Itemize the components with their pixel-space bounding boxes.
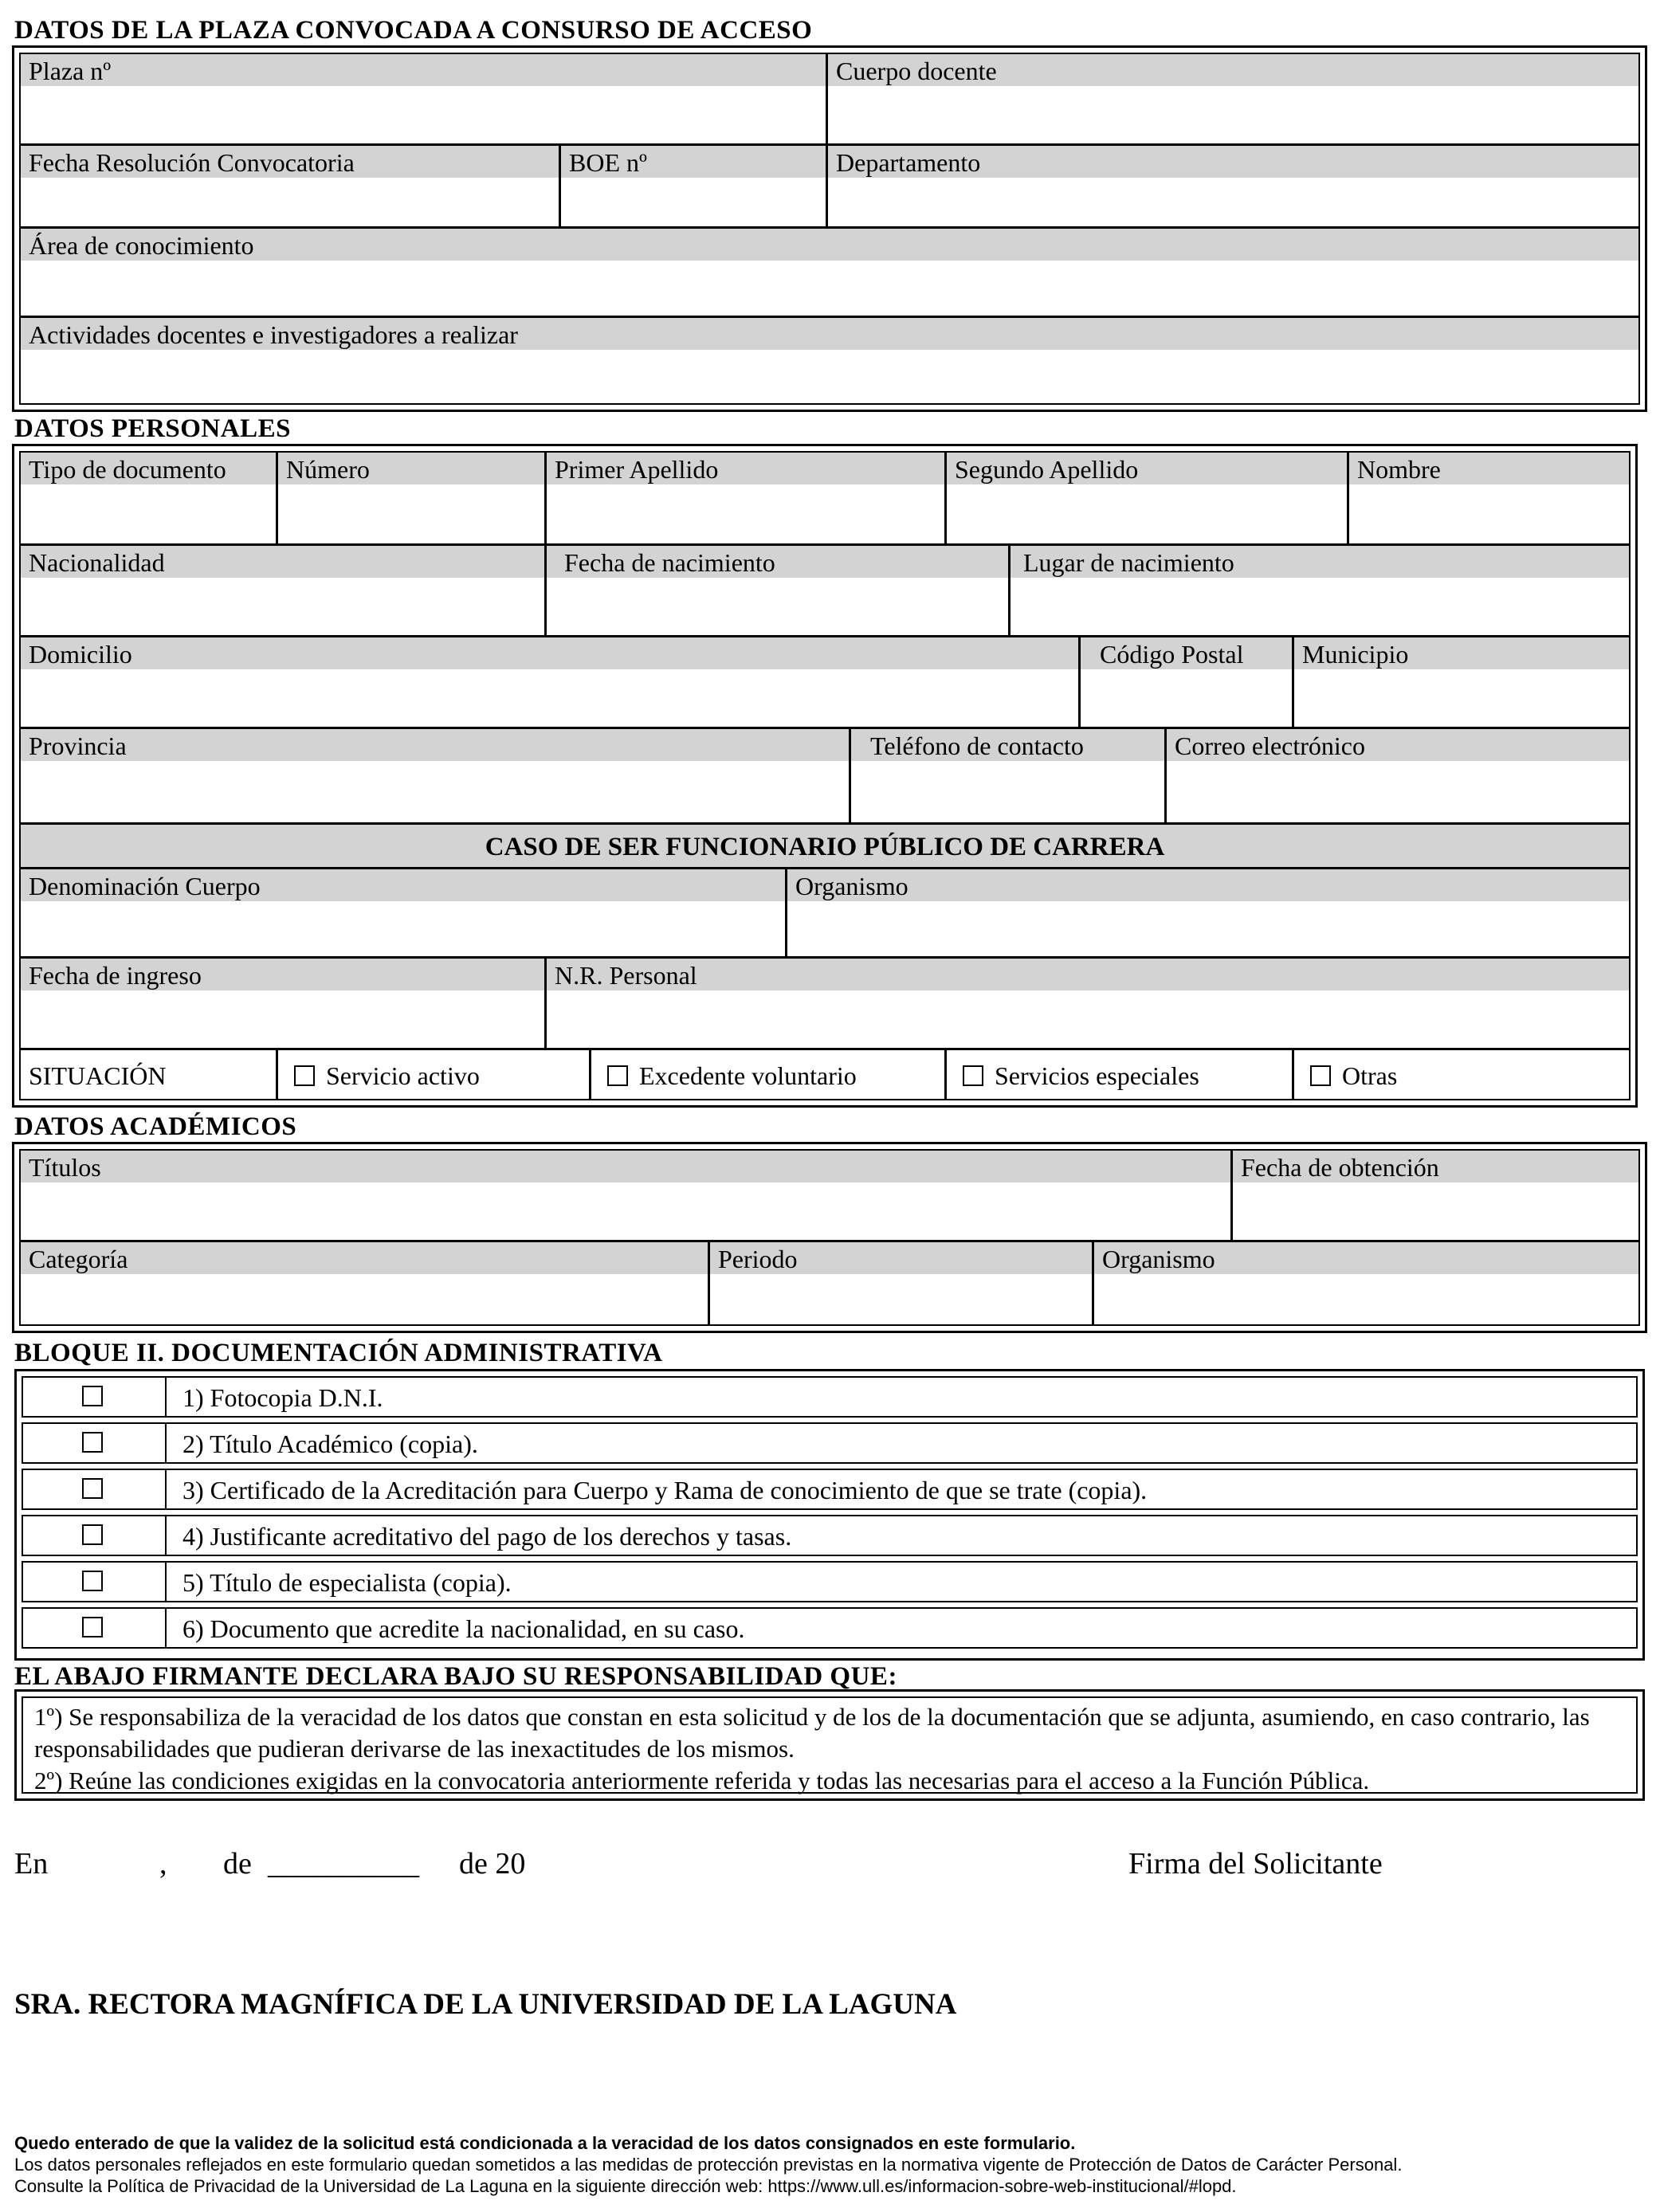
- field-denominacion-cuerpo[interactable]: [21, 867, 785, 956]
- checkbox-icon[interactable]: [82, 1571, 103, 1591]
- label-periodo: Periodo: [710, 1242, 1092, 1274]
- field-boe[interactable]: [559, 143, 826, 226]
- option-otras[interactable]: [1292, 1048, 1629, 1099]
- doc-item-label: 2) Título Académico (copia).: [182, 1430, 478, 1458]
- label-cuerpo-docente: Cuerpo docente: [828, 54, 1638, 86]
- field-nr-personal[interactable]: [544, 956, 1629, 1048]
- label-lugar-nacimiento: Lugar de nacimiento: [1011, 546, 1629, 578]
- signature-comma: ,: [159, 1847, 167, 1881]
- signature-en: En: [14, 1847, 49, 1881]
- section-title-personales: DATOS PERSONALES: [14, 414, 291, 443]
- label-codigo-postal: Código Postal: [1081, 637, 1292, 669]
- personales-inner: [19, 451, 1631, 1100]
- field-domicilio[interactable]: [21, 635, 1078, 727]
- label-plaza: Plaza nº: [21, 54, 826, 86]
- label-departamento: Departamento: [828, 146, 1638, 178]
- academicos-inner: [19, 1149, 1640, 1326]
- field-organismo-academico[interactable]: [1092, 1240, 1638, 1324]
- signature-firma-label: Firma del Solicitante: [1128, 1847, 1383, 1881]
- doc-item-label: 1) Fotocopia D.N.I.: [182, 1383, 383, 1412]
- checkbox-icon[interactable]: [82, 1524, 103, 1545]
- label-fecha-ingreso: Fecha de ingreso: [21, 959, 544, 990]
- label-nombre: Nombre: [1349, 453, 1629, 484]
- label-numero: Número: [278, 453, 544, 484]
- funcionario-header: [21, 822, 1629, 867]
- field-numero[interactable]: [276, 453, 544, 543]
- bloque-frame: [14, 1369, 1645, 1661]
- option-excedente-voluntario[interactable]: [589, 1048, 944, 1099]
- declaracion-inner: [22, 1696, 1638, 1794]
- field-periodo[interactable]: [708, 1240, 1092, 1324]
- label-municipio: Municipio: [1294, 637, 1629, 669]
- footer-line-1: Quedo enterado de que la validez de la solicitud está condicionada a la veracidad de los datos consignados en este formulario.: [14, 2133, 1076, 2153]
- field-lugar-nacimiento[interactable]: [1008, 543, 1629, 635]
- declaracion-line-2: 2º) Reúne las condiciones exigidas en la convocatoria anteriormente referida y todas las necesarias para el acceso a la Función Pública.: [34, 1767, 1370, 1794]
- plaza-frame: [12, 45, 1647, 412]
- option-label: Servicios especiales: [995, 1061, 1199, 1090]
- field-tipo-documento[interactable]: [21, 453, 276, 543]
- footer-line-2: Los datos personales reflejados en este formulario quedan sometidos a las medidas de protección previstas en la normativa vigente de Protección de Datos de Carácter Personal.: [14, 2155, 1403, 2175]
- label-categoria: Categoría: [21, 1242, 708, 1274]
- checkbox-icon[interactable]: [607, 1065, 628, 1086]
- checkbox-icon[interactable]: [294, 1065, 315, 1086]
- addressee: SRA. RECTORA MAGNÍFICA DE LA UNIVERSIDAD DE LA LAGUNA: [14, 1988, 957, 2021]
- situacion-cell: [21, 1048, 276, 1099]
- field-departamento[interactable]: [826, 143, 1638, 226]
- section-title-bloque: BLOQUE II. DOCUMENTACIÓN ADMINISTRATIVA: [14, 1339, 663, 1367]
- field-telefono[interactable]: [849, 727, 1164, 822]
- label-provincia: Provincia: [21, 729, 849, 761]
- signature-year: de 20: [459, 1847, 526, 1881]
- label-organismo-funcionario: Organismo: [787, 869, 1629, 901]
- field-municipio[interactable]: [1292, 635, 1629, 727]
- funcionario-header-text: CASO DE SER FUNCIONARIO PÚBLICO DE CARRERA: [21, 825, 1629, 867]
- declaracion-frame: [14, 1689, 1645, 1801]
- label-domicilio: Domicilio: [21, 637, 1078, 669]
- doc-item-label: 6) Documento que acredite la nacionalidad, en su caso.: [182, 1614, 745, 1643]
- label-titulos: Títulos: [21, 1151, 1230, 1182]
- checkbox-icon[interactable]: [963, 1065, 983, 1086]
- label-nacionalidad: Nacionalidad: [21, 546, 544, 578]
- label-boe: BOE nº: [561, 146, 826, 178]
- declaracion-line-1: 1º) Se responsabiliza de la veracidad de los datos que constan en esta solicitud y de los de la documentación que se adjunta, asumiendo, en caso contrario, las responsabilidades que pudieran derivarse de las inexactitudes de los mismos.: [34, 1703, 1590, 1763]
- doc-item-4[interactable]: [22, 1515, 1638, 1556]
- field-nombre[interactable]: [1347, 453, 1629, 543]
- label-denominacion-cuerpo: Denominación Cuerpo: [21, 869, 785, 901]
- label-fecha-nacimiento: Fecha de nacimiento: [547, 546, 1008, 578]
- field-actividades[interactable]: [21, 316, 1638, 403]
- field-codigo-postal[interactable]: [1078, 635, 1292, 727]
- label-tipo-documento: Tipo de documento: [21, 453, 276, 484]
- option-servicio-activo[interactable]: [276, 1048, 589, 1099]
- doc-item-label: 4) Justificante acreditativo del pago de los derechos y tasas.: [182, 1522, 792, 1551]
- checkbox-icon[interactable]: [82, 1478, 103, 1499]
- field-segundo-apellido[interactable]: [944, 453, 1347, 543]
- option-servicios-especiales[interactable]: [944, 1048, 1292, 1099]
- label-correo: Correo electrónico: [1167, 729, 1629, 761]
- field-correo[interactable]: [1164, 727, 1629, 822]
- field-fecha-resolucion[interactable]: [21, 143, 559, 226]
- label-organismo-academico: Organismo: [1094, 1242, 1638, 1274]
- field-primer-apellido[interactable]: [544, 453, 944, 543]
- footer-line-3: Consulte la Política de Privacidad de la Universidad de La Laguna en la siguiente dirección web: https://www.ull.es/informacion-sobre-web-institucional/#lopd.: [14, 2176, 1237, 2196]
- field-organismo-funcionario[interactable]: [785, 867, 1629, 956]
- label-primer-apellido: Primer Apellido: [547, 453, 944, 484]
- label-nr-personal: N.R. Personal: [547, 959, 1629, 990]
- checkbox-icon[interactable]: [82, 1617, 103, 1637]
- doc-item-6[interactable]: [22, 1607, 1638, 1649]
- section-title-declaracion: EL ABAJO FIRMANTE DECLARA BAJO SU RESPONSABILIDAD QUE:: [14, 1662, 897, 1691]
- field-categoria[interactable]: [21, 1240, 708, 1324]
- checkbox-icon[interactable]: [82, 1386, 103, 1406]
- label-telefono: Teléfono de contacto: [851, 729, 1164, 761]
- option-label: Servicio activo: [326, 1061, 480, 1090]
- doc-item-3[interactable]: [22, 1469, 1638, 1510]
- field-cuerpo-docente[interactable]: [826, 54, 1638, 143]
- label-area-conocimiento: Área de conocimiento: [21, 229, 1638, 261]
- plaza-inner: [19, 53, 1640, 405]
- field-area-conocimiento[interactable]: [21, 226, 1638, 316]
- section-title-plaza: DATOS DE LA PLAZA CONVOCADA A CONSURSO DE ACCESO: [14, 16, 813, 45]
- label-actividades: Actividades docentes e investigadores a realizar: [21, 318, 1638, 350]
- option-label: Otras: [1342, 1061, 1398, 1090]
- signature-de: de: [223, 1847, 252, 1881]
- field-provincia[interactable]: [21, 727, 849, 822]
- field-plaza[interactable]: [21, 54, 826, 143]
- checkbox-icon[interactable]: [1310, 1065, 1331, 1086]
- checkbox-icon[interactable]: [82, 1432, 103, 1453]
- label-segundo-apellido: Segundo Apellido: [947, 453, 1347, 484]
- section-title-academicos: DATOS ACADÉMICOS: [14, 1112, 297, 1141]
- label-fecha-obtencion: Fecha de obtención: [1233, 1151, 1638, 1182]
- doc-item-label: 3) Certificado de la Acreditación para Cuerpo y Rama de conocimiento de que se trate (copia).: [182, 1476, 1148, 1504]
- label-situacion: SITUACIÓN: [29, 1061, 167, 1090]
- doc-item-2[interactable]: [22, 1422, 1638, 1464]
- academicos-frame: [12, 1142, 1647, 1333]
- personales-frame: [12, 444, 1638, 1108]
- signature-month-blank[interactable]: __________: [268, 1847, 419, 1881]
- field-fecha-obtencion[interactable]: [1230, 1151, 1638, 1240]
- field-fecha-ingreso[interactable]: [21, 956, 544, 1048]
- field-titulos[interactable]: [21, 1151, 1230, 1240]
- doc-item-1[interactable]: [22, 1376, 1638, 1418]
- label-fecha-resolucion: Fecha Resolución Convocatoria: [21, 146, 559, 178]
- doc-item-5[interactable]: [22, 1561, 1638, 1602]
- field-fecha-nacimiento[interactable]: [544, 543, 1008, 635]
- doc-item-label: 5) Título de especialista (copia).: [182, 1568, 512, 1597]
- option-label: Excedente voluntario: [639, 1061, 857, 1090]
- field-nacionalidad[interactable]: [21, 543, 544, 635]
